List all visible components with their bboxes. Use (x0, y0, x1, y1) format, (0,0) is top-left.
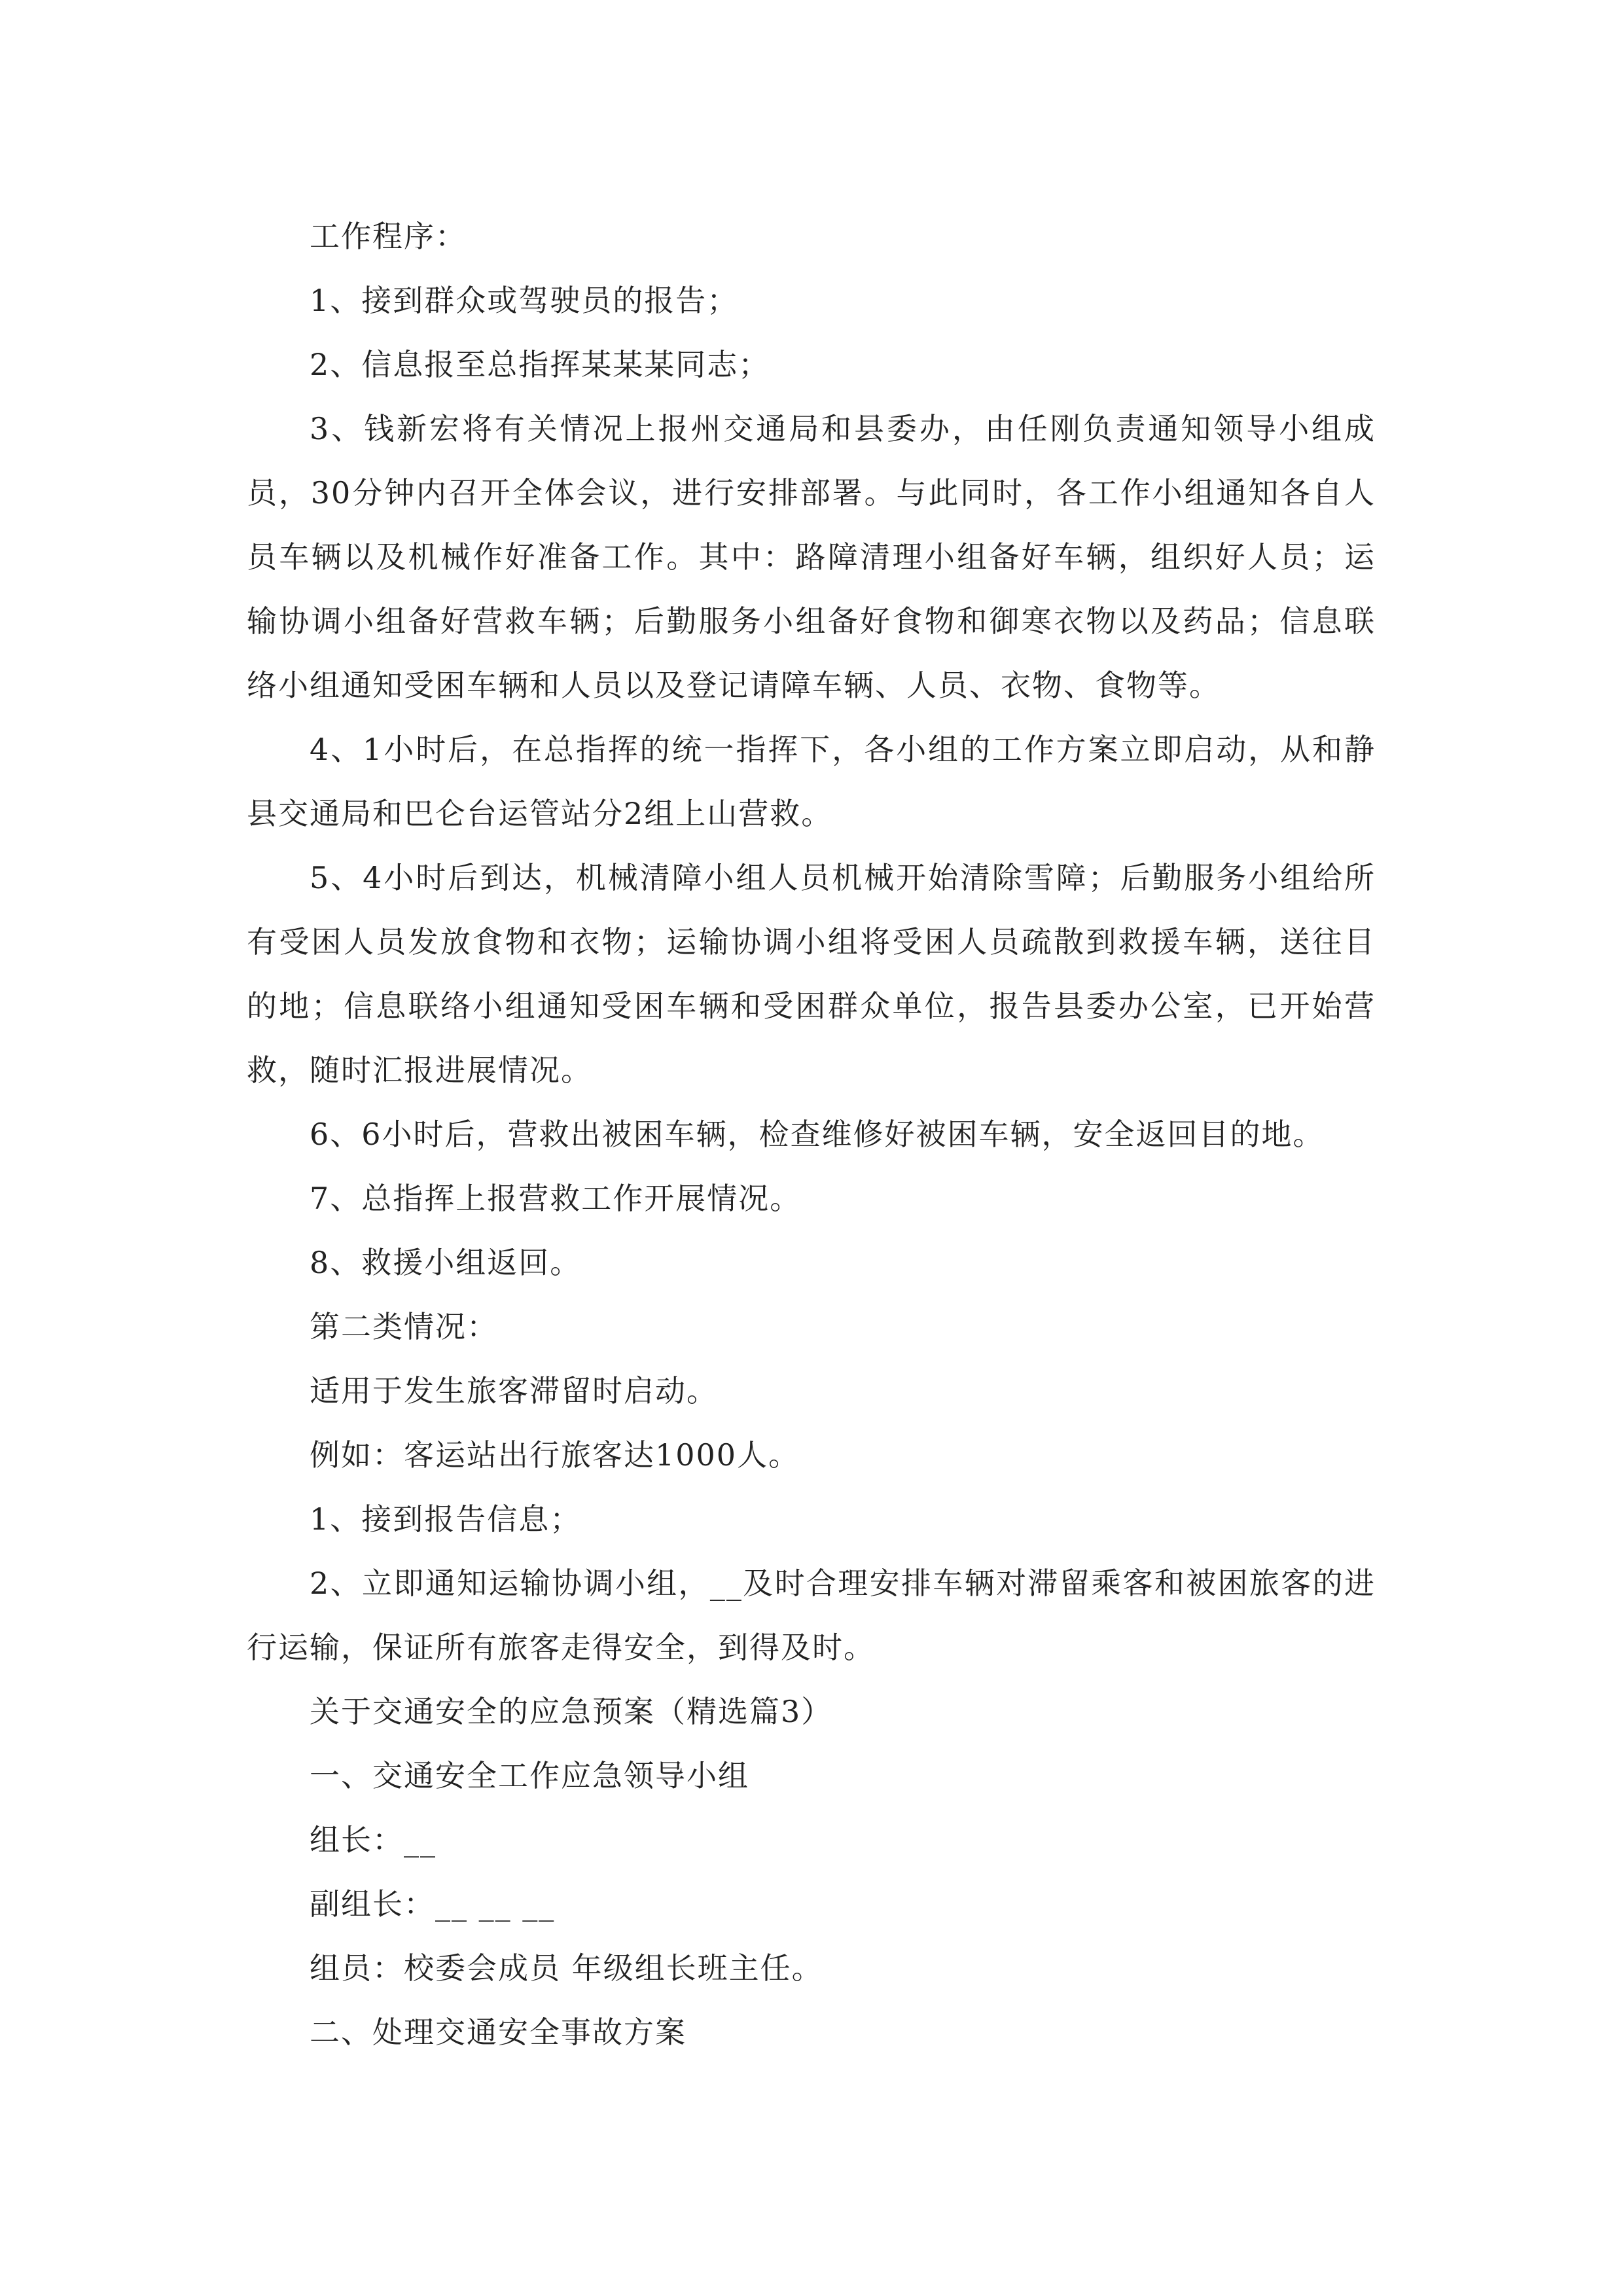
group-leader-line: 组长：__ (310, 1822, 437, 1857)
document-body (247, 204, 1376, 2064)
members-line: 组员：校委会成员 年级组长班主任。 (310, 1950, 823, 1986)
case2-step-2-paragraph: 2、立即通知运输协调小组，__及时合理安排车辆对滞留乘客和被困旅客的进行运输，保证所有旅客走得安全，到得及时。 (247, 1566, 1376, 1665)
section-heading-leadership-group: 一、交通安全工作应急领导小组 (310, 1758, 749, 1793)
step-7-paragraph: 7、总指挥上报营救工作开展情况。 (310, 1181, 802, 1216)
step-4-paragraph: 4、1小时后，在总指挥的统一指挥下，各小组的工作方案立即启动，从和静县交通局和巴仑台运管站分2组上山营救。 (247, 732, 1376, 831)
example-paragraph: 例如：客运站出行旅客达1000人。 (310, 1437, 800, 1473)
step-2-paragraph: 2、信息报至总指挥某某某同志； (310, 347, 770, 382)
section-heading-work-procedure: 工作程序： (310, 219, 467, 254)
step-5-paragraph: 5、4小时后到达，机械清障小组人员机械开始清除雪障；后勤服务小组给所有受困人员发放食物和衣物；运输协调小组将受困人员疏散到救援车辆，送往目的地；信息联络小组通知受困车辆和受困群众单位，报告县委办公室，已开始营救，随时汇报进展情况。 (247, 860, 1376, 1088)
section-heading-second-case: 第二类情况： (310, 1309, 498, 1344)
step-3-paragraph: 3、钱新宏将有关情况上报州交通局和县委办，由任刚负责通知领导小组成员，30分钟内召开全体会议，进行安排部署。与此同时，各工作小组通知各自人员车辆以及机械作好准备工作。其中：路障清理小组备好车辆，组织好人员；运输协调小组备好营救车辆；后勤服务小组备好食物和御寒衣物以及药品；信息联络小组通知受困车辆和人员以及登记请障车辆、人员、衣物、食物等。 (247, 411, 1376, 703)
applicability-paragraph: 适用于发生旅客滞留时启动。 (310, 1373, 718, 1408)
step-8-paragraph: 8、救援小组返回。 (310, 1245, 582, 1280)
section-heading-accident-plan: 二、处理交通安全事故方案 (310, 2015, 687, 2050)
case2-step-1-paragraph: 1、接到报告信息； (310, 1501, 582, 1537)
article-title: 关于交通安全的应急预案（精选篇3） (310, 1694, 833, 1729)
deputy-leader-line: 副组长：__ __ __ (310, 1886, 556, 1922)
step-1-paragraph: 1、接到群众或驾驶员的报告； (310, 283, 739, 318)
step-6-paragraph: 6、6小时后，营救出被困车辆，检查维修好被困车辆，安全返回目的地。 (310, 1117, 1325, 1152)
